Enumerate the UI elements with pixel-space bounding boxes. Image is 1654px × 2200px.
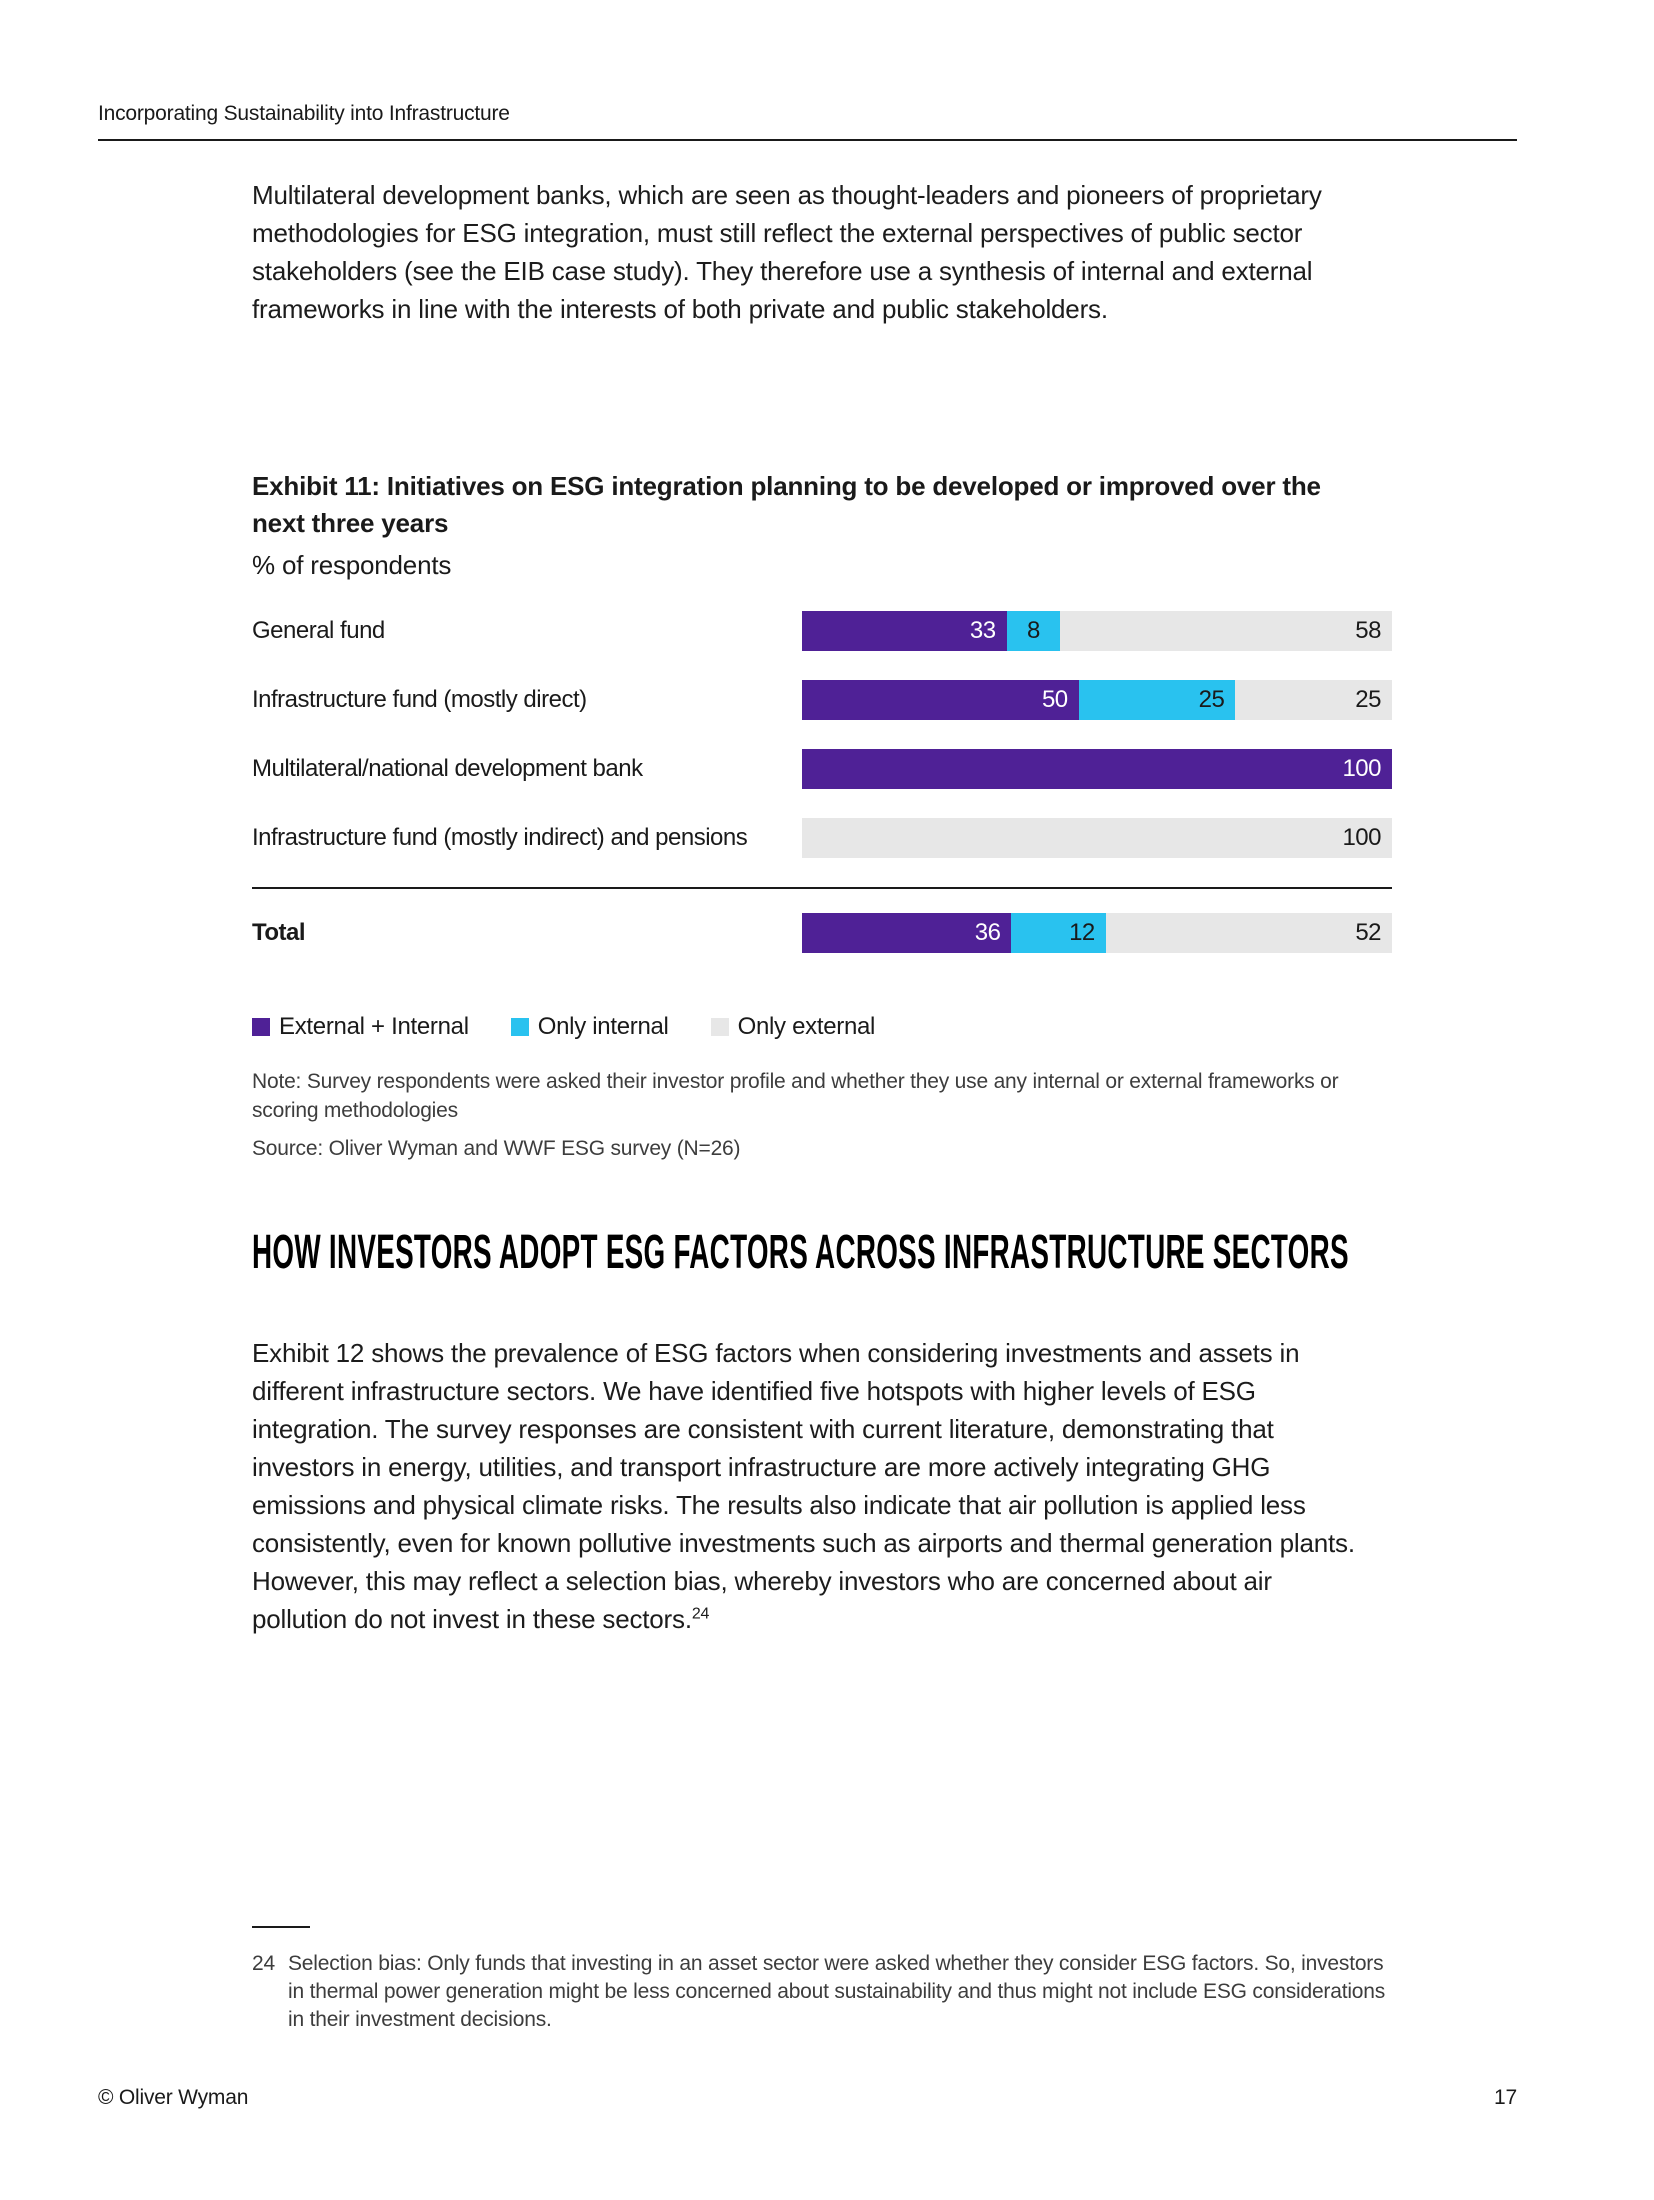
bar-segment-only-internal	[1011, 913, 1105, 953]
category-label: Multilateral/national development bank	[252, 755, 643, 782]
bar-segment-only-external	[1060, 611, 1392, 651]
category-label: Infrastructure fund (mostly indirect) and pensions	[252, 824, 748, 851]
footnote-block	[252, 1926, 1392, 2034]
bar-value: 12	[1069, 919, 1095, 946]
bar-value: 25	[1198, 686, 1225, 713]
bar-segment-only-external	[1235, 680, 1392, 720]
category-label: General fund	[252, 617, 385, 644]
bar-segment-only-internal	[1007, 611, 1061, 651]
bar-value: 50	[1041, 686, 1068, 713]
bar-value: 33	[969, 617, 996, 644]
bar-segment-external-internal	[802, 611, 1007, 651]
legend-label: Only internal	[537, 1013, 669, 1040]
page-footer	[98, 2086, 1517, 2110]
footnote-text: Selection bias: Only funds that investing in an asset sector were asked whether they consider ESG factors. So, investors in thermal power generation might be less concerned about sustainability and thus might not include ESG considerations in their investment decisions.	[288, 1952, 1386, 2031]
legend-swatch-external-internal	[252, 1018, 270, 1036]
bar-infrastructure-fund-mostly-indirect-and-pensions	[802, 818, 1392, 858]
bar-infrastructure-fund-mostly-direct	[802, 680, 1392, 720]
legend-item-external-internal	[252, 1013, 469, 1041]
legend-swatch-only-external	[711, 1018, 729, 1036]
bar-value: 25	[1355, 686, 1381, 713]
bar-value: 100	[1342, 755, 1381, 782]
chart-row-general-fund	[252, 611, 1392, 651]
total-divider	[252, 887, 1392, 889]
chart-row-infrastructure-fund-mostly-direct	[252, 680, 1392, 720]
bar-multilateral-national-development-bank	[802, 749, 1392, 789]
bar-general-fund	[802, 611, 1392, 651]
bar-value: 58	[1355, 617, 1381, 644]
chart-row-infrastructure-fund-mostly-indirect-and-pensions	[252, 818, 1392, 858]
running-header: Incorporating Sustainability into Infrastructure	[98, 102, 510, 125]
footnote-number: 24	[252, 1952, 275, 1975]
footer-copyright: © Oliver Wyman	[98, 2086, 249, 2109]
chart-row-total	[252, 913, 1392, 953]
bar-value: 100	[1342, 824, 1381, 851]
bar-value: 36	[974, 919, 1001, 946]
footnote	[252, 1950, 1392, 2034]
bar-total	[802, 913, 1392, 953]
chart-legend	[252, 1013, 1392, 1041]
exhibit-title: Exhibit 11: Initiatives on ESG integration planning to be developed or improved over the next three years	[252, 471, 1321, 538]
bar-value: 52	[1355, 919, 1382, 946]
category-label: Infrastructure fund (mostly direct)	[252, 686, 587, 713]
bar-segment-only-external	[1106, 913, 1392, 953]
chart-rows	[252, 611, 1392, 953]
bar-segment-external-internal	[802, 680, 1079, 720]
footnote-rule	[252, 1926, 310, 1928]
intro-paragraph: Multilateral development banks, which are seen as thought-leaders and pioneers of proprietary methodologies for ESG integration, must still reflect the external perspectives of public sector stakeholders (see the EIB case study). They therefore use a synthesis of internal and external frameworks in line with the interests of both private and public stakeholders.	[252, 180, 1322, 324]
legend-item-only-external	[711, 1013, 876, 1041]
legend-label: External + Internal	[279, 1013, 469, 1040]
bar-segment-only-external	[802, 818, 1392, 858]
legend-label: Only external	[737, 1013, 876, 1040]
legend-swatch-only-internal	[511, 1018, 529, 1036]
section-paragraph-text: Exhibit 12 shows the prevalence of ESG factors when considering investments and assets in different infrastructure sectors. We have identified five hotspots with higher levels of ESG integration. The survey responses are consistent with current literature, demonstrating that investors in energy, utilities, and transport infrastructure are more actively integrating GHG emissions and physical climate risks. The results also indicate that air pollution is applied less consistently, even for known pollutive investments such as airports and thermal generation plants. However, this may reflect a selection bias, whereby investors who are concerned about air pollution do not invest in these sectors.	[252, 1338, 1355, 1634]
bar-segment-only-internal	[1079, 680, 1236, 720]
footnote-reference: 24	[691, 1605, 710, 1623]
section-paragraph	[252, 1334, 1372, 1638]
section-heading: HOW INVESTORS ADOPT ESG FACTORS ACROSS INFRASTRUCTURE SECTORS	[252, 1226, 1349, 1279]
exhibit-11	[252, 468, 1392, 1161]
chart-row-multilateral-national-development-bank	[252, 749, 1392, 789]
chart-note: Note: Survey respondents were asked their investor profile and whether they use any internal or external frameworks or scoring methodologies	[252, 1070, 1339, 1122]
bar-segment-external-internal	[802, 749, 1392, 789]
stacked-bar-chart	[252, 611, 1392, 1161]
page-number: 17	[1494, 2086, 1517, 2109]
category-label: Total	[252, 919, 306, 946]
bar-segment-external-internal	[802, 913, 1011, 953]
legend-item-only-internal	[511, 1013, 669, 1041]
header-rule	[98, 139, 1517, 141]
chart-source: Source: Oliver Wyman and WWF ESG survey (N=26)	[252, 1137, 741, 1160]
exhibit-subtitle: % of respondents	[252, 550, 452, 580]
bar-value: 8	[1026, 617, 1040, 644]
